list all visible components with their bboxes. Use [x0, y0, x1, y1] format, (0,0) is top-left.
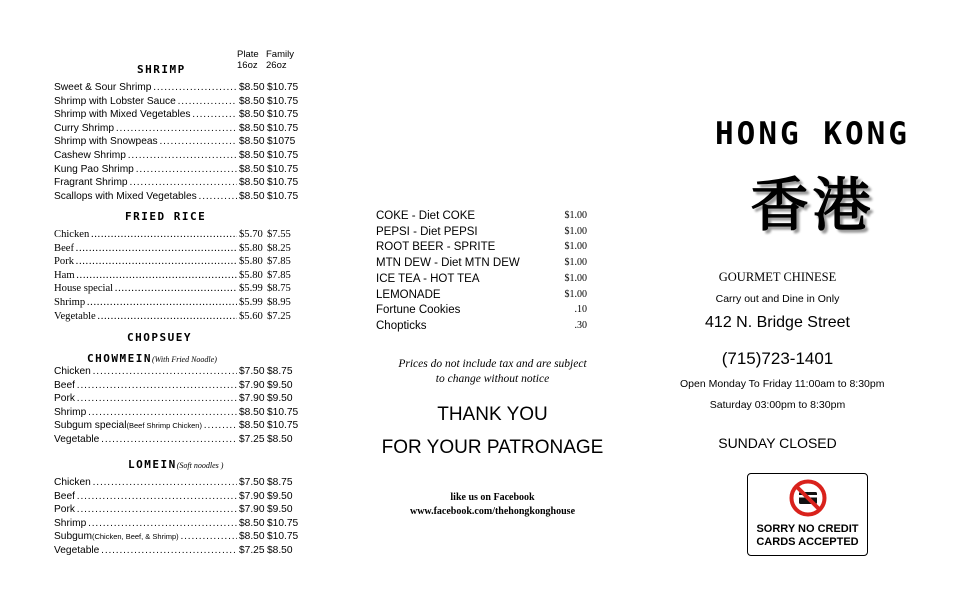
drink-price: .10 — [574, 304, 587, 315]
section-title-chopsuey: CHOPSUEY — [127, 331, 192, 344]
subtitle: GOURMET CHINESE — [718, 270, 837, 284]
facebook-url: www.facebook.com/thehongkonghouse — [409, 506, 576, 517]
menu-item-name — [54, 255, 240, 268]
tax-note-line-2: to change without notice — [435, 373, 550, 385]
facebook-info — [370, 491, 615, 519]
menu-item-name — [54, 419, 240, 432]
family-price: $8.95 — [267, 297, 291, 308]
plate-price: $7.25 — [239, 545, 265, 556]
drink-price: $1.00 — [564, 210, 587, 221]
item-name-text: Pork — [54, 504, 75, 515]
item-name-text: Vegetable — [54, 545, 100, 556]
tax-note-line-1: Prices do not include tax and are subject — [398, 358, 587, 370]
family-price: $8.25 — [267, 243, 291, 254]
menu-item-name — [54, 406, 240, 419]
family-price: $9.50 — [267, 504, 293, 515]
item-name-text: Shrimp with Snowpeas — [54, 136, 158, 147]
chowmein-note: (With Fried Noodle) — [151, 355, 217, 364]
drink-row — [376, 271, 587, 287]
credit-notice-line-2: CARDS ACCEPTED — [756, 536, 859, 548]
chowmein-title: CHOWMEIN — [87, 352, 152, 365]
plate-price: $7.90 — [239, 491, 265, 502]
menu-item-name — [54, 122, 240, 135]
plate-price: $8.50 — [239, 518, 265, 529]
family-price: $10.75 — [267, 109, 299, 120]
drink-price: $1.00 — [564, 257, 587, 268]
plate-price: $8.50 — [239, 531, 265, 542]
item-name-text: Fragrant Shrimp — [54, 177, 128, 188]
drink-name: ICE TEA - HOT TEA — [376, 273, 480, 285]
item-name-text: Chicken — [54, 366, 91, 377]
menu-item-name — [54, 296, 240, 309]
family-price: $10.75 — [267, 420, 299, 431]
sunday-closed: SUNDAY CLOSED — [718, 435, 837, 451]
plate-price: $5.80 — [239, 256, 263, 267]
item-name-text: Sweet & Sour Shrimp — [54, 82, 152, 93]
drink-row — [376, 208, 587, 224]
item-name-text: Subgum — [54, 531, 92, 542]
item-note: (Beef Shrimp Chicken) — [126, 421, 202, 430]
item-name-text: Beef — [54, 380, 75, 391]
plate-price: $8.50 — [239, 96, 265, 107]
menu-item-name — [54, 490, 240, 503]
restaurant-name: HONG KONG — [715, 116, 910, 152]
plate-price: $8.50 — [239, 191, 265, 202]
menu-item-name — [54, 176, 240, 189]
family-price: $10.75 — [267, 96, 299, 107]
menu-item-name — [54, 379, 240, 392]
credit-notice-line-1: SORRY NO CREDIT — [756, 523, 859, 535]
plate-price: $8.50 — [239, 420, 265, 431]
item-name-text: Pork — [54, 256, 75, 267]
plate-price: $8.50 — [239, 82, 265, 93]
family-price: $10.75 — [267, 150, 299, 161]
item-name-text: Shrimp — [54, 297, 86, 308]
item-name-text: Beef — [54, 243, 74, 254]
item-name-text: Shrimp — [54, 407, 87, 418]
family-price: $8.75 — [267, 283, 291, 294]
menu-item-name — [54, 149, 240, 162]
family-price: $1075 — [267, 136, 296, 147]
family-price: $8.50 — [267, 545, 293, 556]
item-name-text: House special — [54, 283, 114, 294]
family-label: Family — [266, 49, 294, 60]
drink-price: .30 — [574, 320, 587, 331]
family-price: $7.55 — [267, 229, 291, 240]
item-name-text: Curry Shrimp — [54, 123, 115, 134]
plate-price: $8.50 — [239, 123, 265, 134]
menu-item-name — [54, 163, 240, 176]
tax-note — [370, 357, 615, 387]
menu-item-name — [54, 228, 240, 241]
item-note: (Chicken, Beef, & Shrimp) — [91, 532, 179, 541]
family-price: $10.75 — [267, 407, 299, 418]
hours-weekday: Open Monday To Friday 11:00am to 8:30pm — [680, 378, 885, 390]
item-name-text: Cashew Shrimp — [54, 150, 126, 161]
menu-item-name — [54, 503, 240, 516]
column-header-plate — [237, 49, 259, 71]
family-price: $9.50 — [267, 380, 293, 391]
item-name-text: Chicken — [54, 229, 90, 240]
family-price: $10.75 — [267, 82, 299, 93]
plate-price: $5.60 — [239, 311, 263, 322]
drink-price: $1.00 — [564, 273, 587, 284]
item-name-text: Beef — [54, 491, 75, 502]
family-price: $9.50 — [267, 393, 293, 404]
plate-price: $8.50 — [239, 177, 265, 188]
thank-you-line-1: THANK YOU — [437, 404, 548, 425]
family-price: $10.75 — [267, 164, 299, 175]
plate-price: $5.70 — [239, 229, 263, 240]
plate-price: $5.80 — [239, 270, 263, 281]
drink-row — [376, 287, 587, 303]
plate-price: $8.50 — [239, 136, 265, 147]
facebook-line-1: like us on Facebook — [450, 492, 535, 503]
plate-price: $8.50 — [239, 407, 265, 418]
item-name-text: Pork — [54, 393, 75, 404]
item-name-text: Scallops with Mixed Vegetables — [54, 191, 197, 202]
address: 412 N. Bridge Street — [705, 314, 850, 331]
item-name-text: Shrimp with Lobster Sauce — [54, 96, 176, 107]
drink-price: $1.00 — [564, 226, 587, 237]
drink-row — [376, 224, 587, 240]
lomein-title: LOMEIN — [128, 458, 177, 471]
menu-item-name — [54, 282, 240, 295]
menu-item-name — [54, 433, 240, 446]
drink-name: PEPSI - Diet PEPSI — [376, 226, 478, 238]
family-price: $10.75 — [267, 123, 299, 134]
menu-item-name — [54, 81, 240, 94]
plate-price: $7.90 — [239, 380, 265, 391]
plate-price: $5.80 — [239, 243, 263, 254]
menu-item-name — [54, 476, 240, 489]
drink-name: ROOT BEER - SPRITE — [376, 241, 496, 253]
family-size: 26oz — [266, 60, 287, 71]
item-name-text: Shrimp with Mixed Vegetables — [54, 109, 191, 120]
plate-size: 16oz — [237, 60, 258, 71]
chinese-name: 香港 — [750, 171, 875, 239]
plate-price: $5.99 — [239, 283, 263, 294]
menu-item-name — [54, 517, 240, 530]
family-price: $7.25 — [267, 311, 291, 322]
menu-item-name — [54, 544, 240, 557]
plate-price: $8.50 — [239, 150, 265, 161]
menu-item-name — [54, 95, 240, 108]
plate-price: $7.50 — [239, 366, 265, 377]
plate-price: $7.90 — [239, 393, 265, 404]
menu-item-name — [54, 135, 240, 148]
menu-item-name — [54, 108, 240, 121]
plate-price: $8.50 — [239, 164, 265, 175]
menu-item-name — [54, 530, 240, 543]
section-title-fried-rice: FRIED RICE — [125, 210, 207, 223]
plate-price: $5.99 — [239, 297, 263, 308]
drink-row — [376, 255, 587, 271]
drink-name: Fortune Cookies — [376, 304, 461, 316]
menu-item-name — [54, 310, 240, 323]
family-price: $8.75 — [267, 477, 293, 488]
family-price: $10.75 — [267, 177, 299, 188]
section-title-lomein — [128, 455, 223, 473]
menu-item-name — [54, 392, 240, 405]
menu-item-name — [54, 242, 240, 255]
family-price: $7.85 — [267, 256, 291, 267]
family-price: $8.75 — [267, 366, 293, 377]
section-title-shrimp: SHRIMP — [137, 63, 186, 76]
lomein-note: (Soft noodles ) — [176, 461, 224, 470]
plate-label: Plate — [237, 49, 259, 60]
drink-price: $1.00 — [564, 289, 587, 300]
item-name-text: Chicken — [54, 477, 91, 488]
family-price: $10.75 — [267, 191, 299, 202]
column-header-family — [266, 49, 294, 71]
no-credit-card-icon — [788, 478, 828, 518]
menu-item-name — [54, 190, 240, 203]
item-name-text: Kung Pao Shrimp — [54, 164, 134, 175]
family-price: $9.50 — [267, 491, 293, 502]
plate-price: $8.50 — [239, 109, 265, 120]
phone: (715)723-1401 — [721, 349, 834, 368]
plate-price: $7.90 — [239, 504, 265, 515]
item-name-text: Vegetable — [54, 311, 96, 322]
drink-name: Chopticks — [376, 320, 427, 332]
drink-row — [376, 318, 587, 334]
drink-row — [376, 239, 587, 255]
no-credit-sign — [747, 473, 868, 556]
family-price: $8.50 — [267, 434, 293, 445]
drink-price: $1.00 — [564, 241, 587, 252]
item-name-text: Ham — [54, 270, 75, 281]
menu-item-name — [54, 365, 240, 378]
thank-you-line-2: FOR YOUR PATRONAGE — [381, 437, 604, 458]
family-price: $7.85 — [267, 270, 291, 281]
drink-name: COKE - Diet COKE — [376, 210, 476, 222]
item-name-text: Subgum special — [54, 420, 127, 431]
drink-name: LEMONADE — [376, 289, 441, 301]
family-price: $10.75 — [267, 518, 299, 529]
service-note: Carry out and Dine in Only — [715, 293, 840, 305]
drink-row — [376, 302, 587, 318]
plate-price: $7.25 — [239, 434, 265, 445]
item-name-text: Shrimp — [54, 518, 87, 529]
item-name-text: Vegetable — [54, 434, 100, 445]
family-price: $10.75 — [267, 531, 299, 542]
plate-price: $7.50 — [239, 477, 265, 488]
hours-saturday: Saturday 03:00pm to 8:30pm — [709, 399, 846, 411]
menu-item-name — [54, 269, 240, 282]
drink-name: MTN DEW - Diet MTN DEW — [376, 257, 520, 269]
